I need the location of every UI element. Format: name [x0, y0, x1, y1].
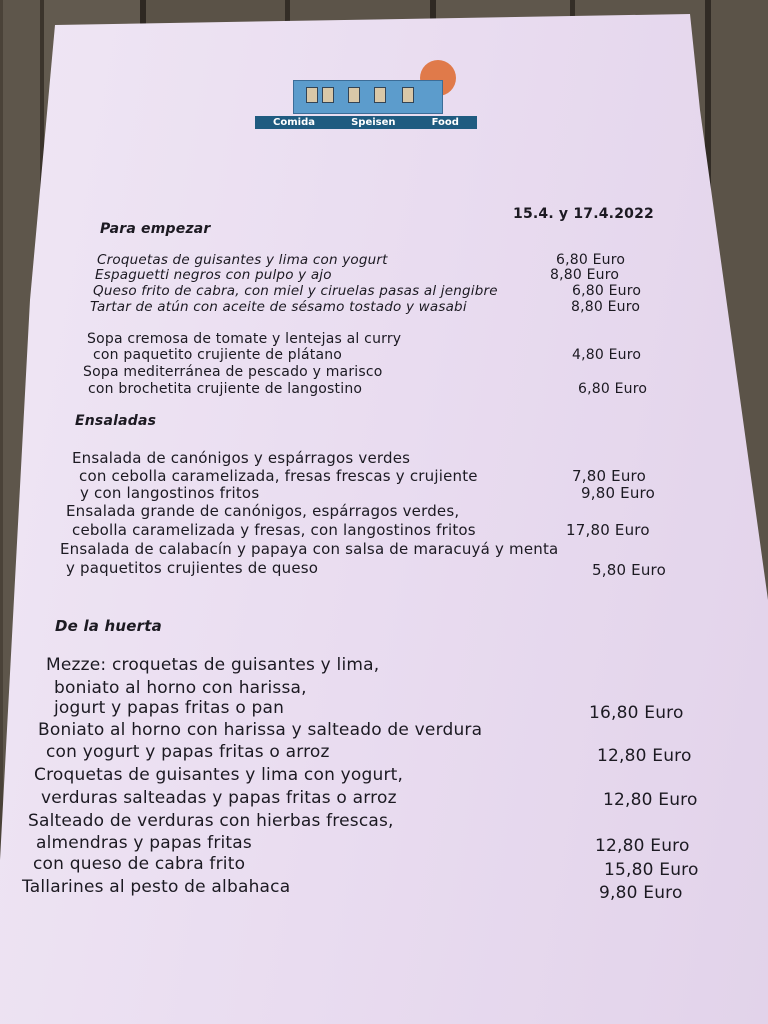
- menu-price: 12,80 Euro: [595, 836, 690, 856]
- menu-item: verduras salteadas y papas fritas o arroz: [41, 788, 397, 808]
- menu-item: Queso frito de cabra, con miel y ciruelas pasas al jengibre: [93, 283, 498, 299]
- menu-price: 8,80 Euro: [550, 267, 620, 283]
- menu-item: Mezze: croquetas de guisantes y lima,: [46, 655, 380, 675]
- menu-price: 17,80 Euro: [566, 521, 650, 539]
- menu-item: Ensalada grande de canónigos, espárragos verdes,: [66, 502, 460, 520]
- menu-price: 5,80 Euro: [592, 561, 666, 579]
- menu-price: 7,80 Euro: [572, 467, 646, 485]
- menu-price: 8,80 Euro: [571, 299, 641, 315]
- menu-item: Tartar de atún con aceite de sésamo tostado y wasabi: [90, 299, 467, 315]
- menu-item: y paquetitos crujientes de queso: [66, 559, 319, 577]
- logo-word: Comida: [273, 117, 315, 128]
- menu-item: con brochetita crujiente de langostino: [88, 381, 363, 397]
- house-graphic: [293, 80, 443, 114]
- menu-item: Sopa cremosa de tomate y lentejas al curry: [87, 331, 402, 347]
- logo-word: Speisen: [351, 117, 396, 128]
- menu-item: Tallarines al pesto de albahaca: [22, 877, 291, 897]
- section-title: Para empezar: [100, 221, 211, 237]
- menu-item: boniato al horno con harissa,: [54, 678, 307, 698]
- menu-item: con paquetito crujiente de plátano: [93, 347, 343, 363]
- menu-item: Sopa mediterránea de pescado y marisco: [83, 364, 383, 380]
- menu-item: cebolla caramelizada y fresas, con langostinos fritos: [72, 521, 476, 539]
- menu-item: jogurt y papas fritas o pan: [54, 698, 285, 718]
- menu-item: Ensalada de canónigos y espárragos verdes: [72, 449, 411, 467]
- menu-item: Boniato al horno con harissa y salteado de verdura: [38, 720, 483, 740]
- menu-item: Salteado de verduras con hierbas frescas,: [28, 811, 394, 831]
- menu-price: 6,80 Euro: [572, 283, 642, 299]
- menu-price: 9,80 Euro: [599, 883, 683, 903]
- menu-item: almendras y papas fritas: [36, 833, 252, 853]
- menu-item: con yogurt y papas fritas o arroz: [46, 742, 330, 762]
- section-title: De la huerta: [55, 617, 162, 635]
- menu-item: con queso de cabra frito: [33, 854, 246, 874]
- menu-price: 4,80 Euro: [572, 347, 642, 363]
- menu-item: con cebolla caramelizada, fresas frescas y crujiente: [79, 467, 478, 485]
- menu-price: 12,80 Euro: [597, 746, 692, 766]
- logo-band: [255, 116, 477, 129]
- menu-date: 15.4. y 17.4.2022: [513, 206, 654, 222]
- menu-item: Croquetas de guisantes y lima con yogurt,: [34, 765, 404, 785]
- menu-item: y con langostinos fritos: [80, 484, 260, 502]
- menu-price: 6,80 Euro: [578, 381, 648, 397]
- menu-price: 15,80 Euro: [604, 860, 699, 880]
- menu-item: Espaguetti negros con pulpo y ajo: [95, 267, 332, 283]
- menu-price: 6,80 Euro: [556, 252, 626, 268]
- menu-item: Croquetas de guisantes y lima con yogurt: [97, 252, 388, 268]
- logo-word: Food: [431, 117, 459, 128]
- restaurant-logo: [255, 58, 477, 130]
- menu-price: 12,80 Euro: [603, 790, 698, 810]
- section-title: Ensaladas: [75, 413, 157, 429]
- menu-item: Ensalada de calabacín y papaya con salsa de maracuyá y menta: [60, 540, 559, 558]
- menu-price: 9,80 Euro: [581, 484, 655, 502]
- menu-price: 16,80 Euro: [589, 703, 684, 723]
